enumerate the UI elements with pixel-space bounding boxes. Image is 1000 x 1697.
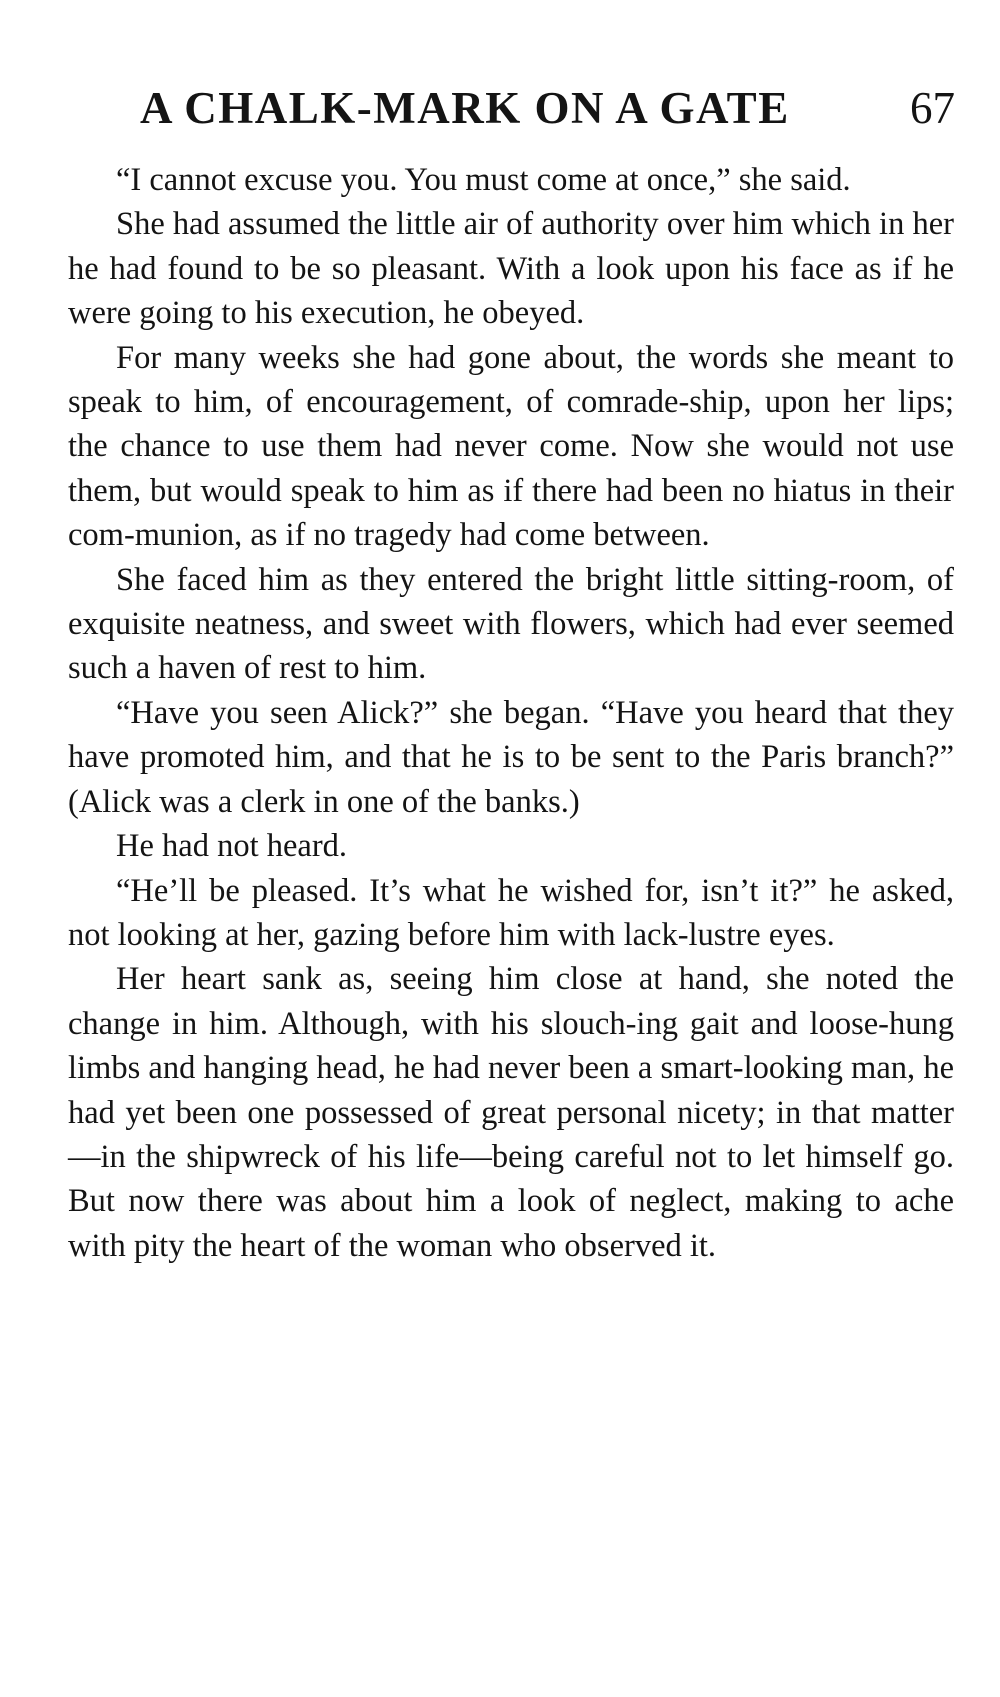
paragraph: He had not heard. [116,828,348,865]
paragraph: Her heart sank as, seeing him close at hand, she noted the change in him. Although, with his slouch-ing gait and loose-hung limbs and hanging head, he had never been a smart-looking man, he had yet been one possessed of great personal nicety; in that matter —in the shipwreck of his life—being careful not to let himself go. But now there was about him a look of neglect, making to ache with pity the heart of the woman who observed it. [68,961,954,1264]
page-number: 67 [910,83,955,133]
body-text [68,158,954,1268]
paragraph: She had assumed the little air of authority over him which in her he had found to be so pleasant. With a look upon his face as if he were going to his execution, he obeyed. [68,206,954,332]
paragraph: She faced him as they entered the bright little sitting-room, of exquisite neatness, and sweet with flowers, which had ever seemed such a haven of rest to him. [68,561,954,687]
page-header [140,82,955,142]
paragraph: “Have you seen Alick?” she began. “Have you heard that they have promoted him, and that he is to be sent to the Paris branch?” (Alick was a clerk in one of the banks.) [68,694,954,820]
paragraph: For many weeks she had gone about, the words she meant to speak to him, of encouragement, of comrade-ship, upon her lips; the chance to use them had never come. Now she would not use them, but would speak to him as if there had been no hiatus in their com-munion, as if no tragedy had come between. [68,339,954,554]
paragraph: “He’ll be pleased. It’s what he wished for, isn’t it?” he asked, not looking at her, gazing before him with lack-lustre eyes. [68,872,954,953]
paragraph: “I cannot excuse you. You must come at once,” she said. [116,162,851,198]
running-title: A CHALK-MARK ON A GATE [140,83,790,133]
